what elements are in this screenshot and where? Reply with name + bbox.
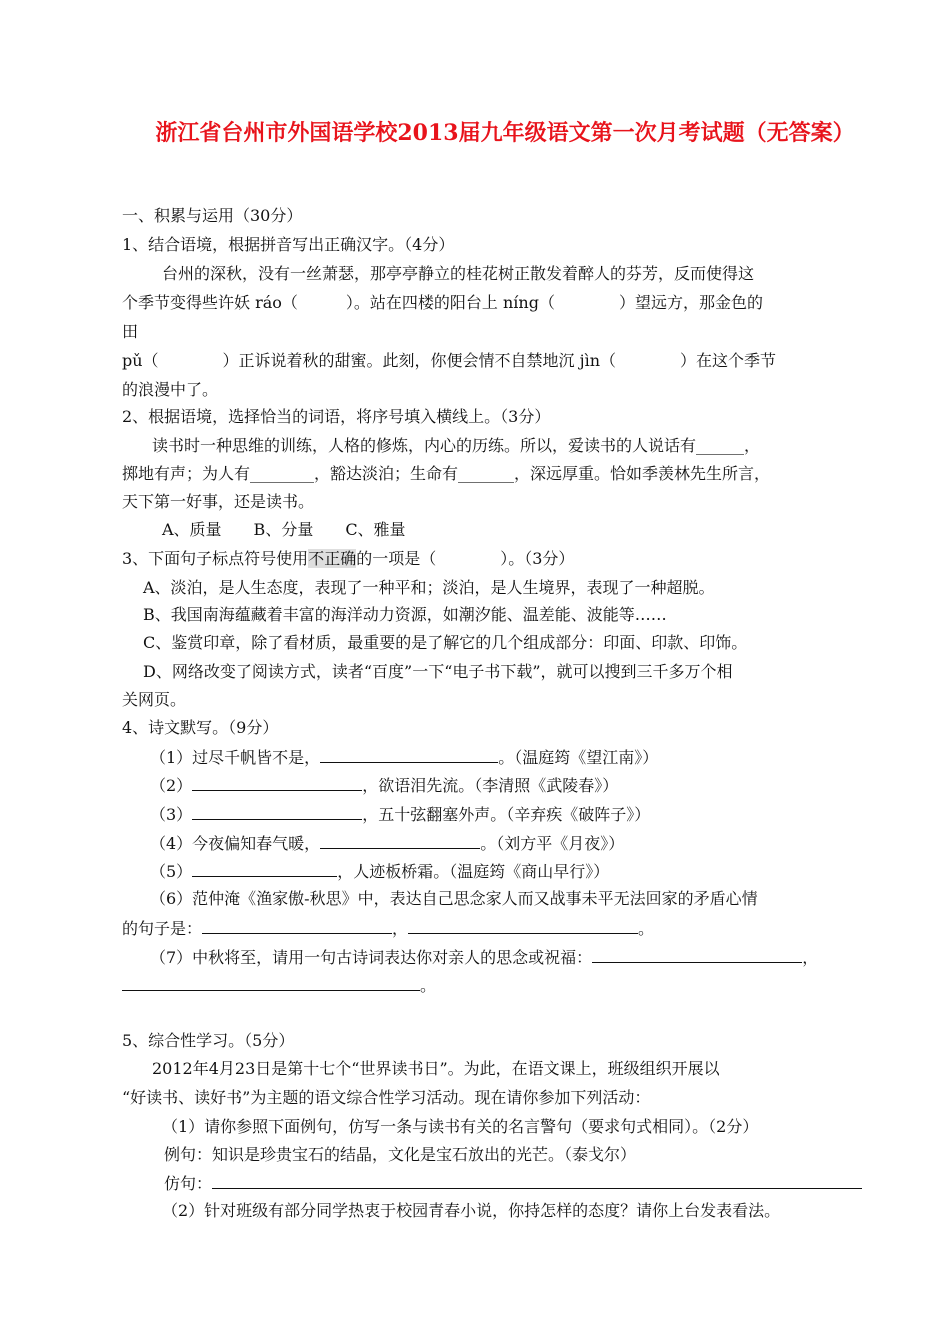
poem-item	[122, 917, 654, 940]
page-title: 浙江省台州市外国语学校2013届九年级语文第一次月考试题（无答案）	[155, 120, 855, 146]
option-d: D、网络改变了阅读方式，读者“百度”一下“电子书下载”，就可以搜到三千多万个相	[143, 662, 733, 681]
answer-blank[interactable]	[408, 917, 638, 934]
highlighted-text: 不正确	[308, 549, 357, 568]
question-1-text: 台州的深秋，没有一丝萧瑟，那亭亭静立的桂花树正散发着醉人的芬芳，反而使得这	[162, 264, 755, 283]
poem-item	[150, 803, 650, 826]
poem-item	[150, 746, 658, 769]
answer-blank[interactable]	[320, 832, 480, 849]
answer-blank[interactable]	[122, 974, 420, 991]
answer-blank[interactable]	[592, 946, 802, 963]
question-1-text: pǔ（ ）正诉说着秋的甜蜜。此刻，你便会情不自禁地沉 jìn（ ）在这个季节	[122, 351, 777, 370]
poem-item	[150, 832, 624, 855]
question-3-heading-end: 的一项是（ ）。（3分）	[356, 549, 575, 568]
answer-blank[interactable]	[212, 1172, 862, 1189]
question-1-text: 个季节变得些许妖 ráo（ ）。站在四楼的阳台上 níng（ ）望远方，那金色的	[122, 293, 763, 312]
poem-text: （5）	[150, 862, 193, 881]
poem-text: 的句子是：	[122, 919, 203, 938]
imitate-label: 仿句：	[164, 1174, 213, 1193]
punctuation: ，	[392, 919, 409, 938]
poem-text: （3）	[150, 805, 193, 824]
poem-source: 。（温庭筠《望江南》）	[498, 748, 659, 767]
option-a: A、淡泊，是人生态度，表现了一种平和；淡泊，是人生境界，表现了一种超脱。	[143, 578, 715, 597]
poem-source: ，人迹板桥霜。（温庭筠《商山早行》）	[337, 862, 610, 881]
question-3-heading-start: 3、下面句子标点符号使用	[122, 549, 309, 568]
section-heading: 一、积累与运用（30分）	[122, 206, 303, 225]
option-c: C、鉴赏印章，除了看材质，最重要的是了解它的几个组成部分：印面、印款、印饰。	[143, 633, 748, 652]
question-1-text: 的浪漫中了。	[122, 380, 219, 399]
sub-question-2: （2）针对班级有部分同学热衷于校园青春小说，你持怎样的态度？请你上台发表看法。	[162, 1201, 781, 1220]
answer-blank[interactable]	[192, 860, 337, 877]
question-5-text: 2012年4月23日是第十七个“世界读书日”。为此，在语文课上，班级组织开展以	[152, 1059, 720, 1078]
sub-question-1: （1）请你参照下面例句，仿写一条与读书有关的名言警句（要求句式相同）。（2分）	[162, 1117, 759, 1136]
question-2-text: 读书时一种思维的训练，人格的修炼，内心的历练。所以，爱读书的人说话有______，	[152, 436, 761, 455]
question-4-heading: 4、诗文默写。（9分）	[122, 718, 279, 737]
punctuation: 。	[638, 919, 655, 938]
example-sentence: 例句：知识是珍贵宝石的结晶，文化是宝石放出的光芒。（泰戈尔）	[164, 1145, 637, 1164]
question-2-options: A、质量 B、分量 C、雅量	[162, 520, 406, 539]
poem-text: （1）过尽千帆皆不是，	[150, 748, 321, 767]
answer-blank[interactable]	[202, 917, 392, 934]
imitate-line	[164, 1172, 862, 1195]
answer-blank[interactable]	[320, 746, 498, 763]
question-2-text: 天下第一好事，还是读书。	[122, 492, 315, 511]
question-5-heading: 5、综合性学习。（5分）	[122, 1031, 295, 1050]
poem-text: （7）中秋将至，请用一句古诗词表达你对亲人的思念或祝福：	[150, 948, 593, 967]
question-2-text: 掷地有声；为人有________，豁达淡泊；生命有_______，深远厚重。恰如季羡林先生所言，	[122, 464, 771, 483]
punctuation: ，	[802, 948, 819, 967]
poem-source: ，欲语泪先流。（李清照《武陵春》）	[362, 776, 619, 795]
poem-text: （4）今夜偏知春气暖，	[150, 834, 321, 853]
poem-text: （2）	[150, 776, 193, 795]
question-5-text: “好读书、读好书”为主题的语文综合性学习活动。现在请你参加下列活动：	[122, 1088, 651, 1107]
question-2-heading: 2、根据语境，选择恰当的词语，将序号填入横线上。（3分）	[122, 407, 551, 426]
poem-source: 。（刘方平《月夜》）	[480, 834, 625, 853]
question-1-text: 田	[122, 322, 139, 341]
option-d: 关网页。	[122, 690, 187, 709]
question-3-heading	[122, 548, 574, 570]
question-1-heading: 1、结合语境，根据拼音写出正确汉字。（4分）	[122, 235, 455, 254]
option-b: B、我国南海蕴藏着丰富的海洋动力资源，如潮汐能、温差能、波能等……	[143, 605, 667, 624]
punctuation: 。	[420, 976, 437, 995]
answer-blank[interactable]	[192, 803, 362, 820]
poem-item	[122, 974, 436, 997]
poem-item	[150, 946, 818, 969]
poem-item: （6）范仲淹《渔家傲-秋思》中，表达自己思念家人而又战事未平无法回家的矛盾心情	[150, 889, 758, 908]
answer-blank[interactable]	[192, 774, 362, 791]
poem-source: ，五十弦翻塞外声。（辛弃疾《破阵子》）	[362, 805, 651, 824]
poem-item	[150, 774, 618, 797]
poem-item	[150, 860, 609, 883]
